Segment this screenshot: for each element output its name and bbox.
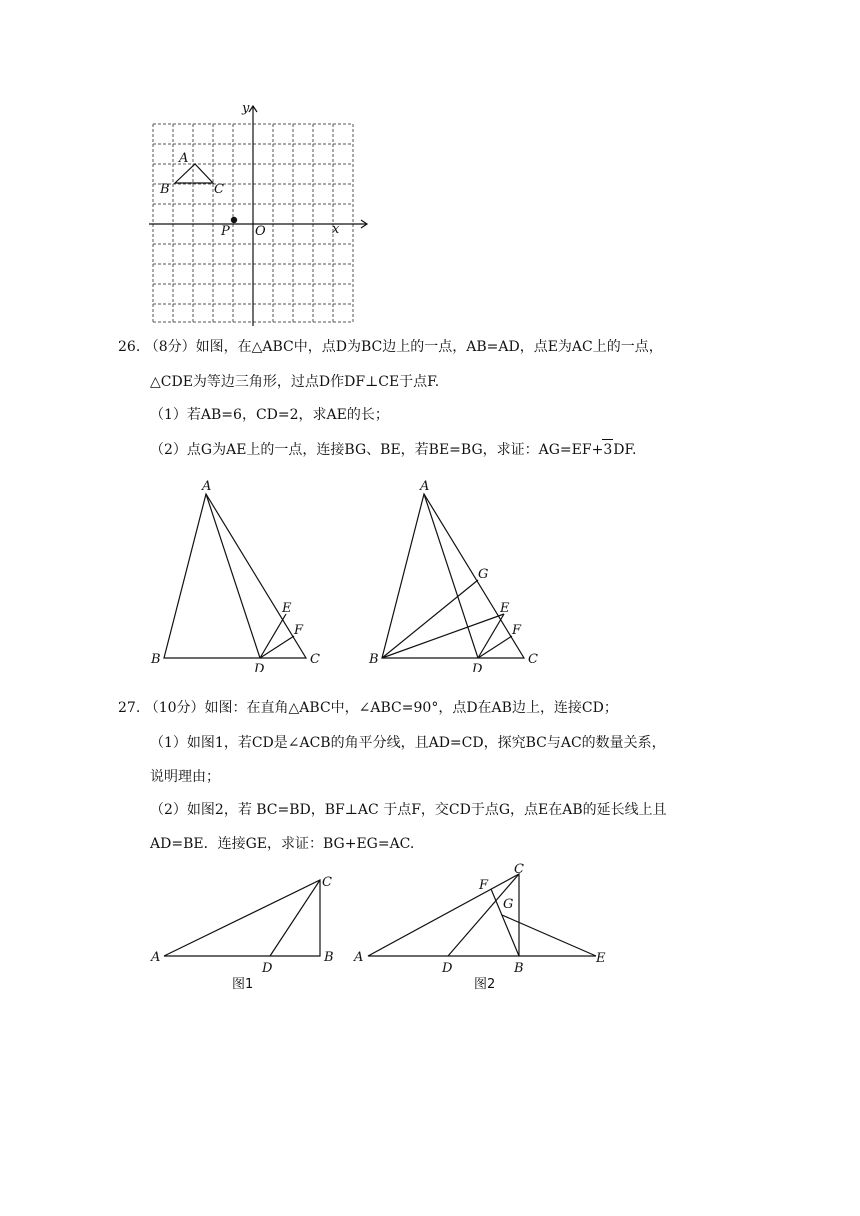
label-e: E [500, 601, 510, 616]
label-c: C [214, 182, 224, 197]
label-e: E [596, 951, 606, 966]
q26-figure-right [366, 472, 551, 672]
q26-stem-2: △CDE为等边三角形，过点D作DF⊥CE于点F. [150, 374, 440, 390]
q26-figure-left [148, 472, 333, 672]
label-o: O [255, 224, 266, 239]
triangle-abc [175, 164, 213, 183]
label-e: E [282, 601, 292, 616]
q26-stem-1: （8分）如图，在△ABC中，点D为BC边上的一点，AB=AD，点E为AC上的一点， [144, 339, 663, 355]
coordinate-grid-figure [145, 100, 375, 328]
label-g: G [478, 567, 489, 582]
label-b: B [151, 652, 161, 667]
y-axis-label: y [242, 101, 250, 116]
q27-part1-b: 说明理由； [150, 769, 220, 785]
label-b: B [514, 961, 524, 976]
q27-line1 [118, 698, 618, 718]
label-c: C [322, 875, 332, 890]
label-d: D [254, 662, 265, 672]
q27-part2-a: （2）如图2，若 BC=BD，BF⊥AC 于点F，交CD于点G，点E在AB的延长线上且 [150, 802, 667, 818]
q26-part2-text: （2）点G为AE上的一点，连接BG、BE，若BE=BG，求证：AG=EF+ [150, 442, 604, 458]
label-c: C [514, 862, 524, 877]
label-d: D [472, 662, 483, 672]
q27-figure-2 [350, 860, 615, 992]
q27-figure-1 [148, 862, 348, 992]
label-a: A [202, 479, 212, 494]
label-d: D [262, 961, 273, 976]
label-b: B [369, 652, 379, 667]
label-b: B [160, 182, 170, 197]
label-d: D [442, 961, 453, 976]
label-c: C [310, 652, 320, 667]
x-axis-label: x [332, 222, 340, 237]
label-f: F [294, 623, 304, 638]
q26-part2 [150, 439, 636, 460]
q27-stem: （10分）如图：在直角△ABC中，∠ABC=90°，点D在AB边上，连接CD； [144, 700, 618, 716]
label-a: A [179, 151, 189, 166]
q27-number: 27. [118, 700, 141, 716]
q26-line1 [118, 337, 663, 357]
label-c: C [528, 652, 538, 667]
label-a: A [354, 950, 364, 965]
label-a: A [151, 950, 161, 965]
q26-number: 26. [118, 339, 141, 355]
label-f: F [479, 878, 489, 893]
q27-part1-a: （1）如图1，若CD是∠ACB的角平分线，且AD=CD，探究BC与AC的数量关系， [150, 735, 666, 751]
point-p [231, 217, 237, 223]
label-p: P [221, 224, 230, 239]
label-g: G [503, 897, 514, 912]
q26-part2-end: DF. [613, 442, 637, 458]
label-a: A [420, 479, 430, 494]
q26-part1: （1）若AB=6，CD=2，求AE的长； [150, 407, 389, 423]
q27-part2-b: AD=BE．连接GE，求证：BG+EG=AC. [150, 836, 415, 852]
figure-2-caption: 图2 [474, 977, 496, 992]
label-f: F [512, 623, 522, 638]
figure-1-caption: 图1 [232, 977, 254, 992]
sqrt-3: 3 [602, 439, 613, 460]
label-b: B [324, 950, 334, 965]
